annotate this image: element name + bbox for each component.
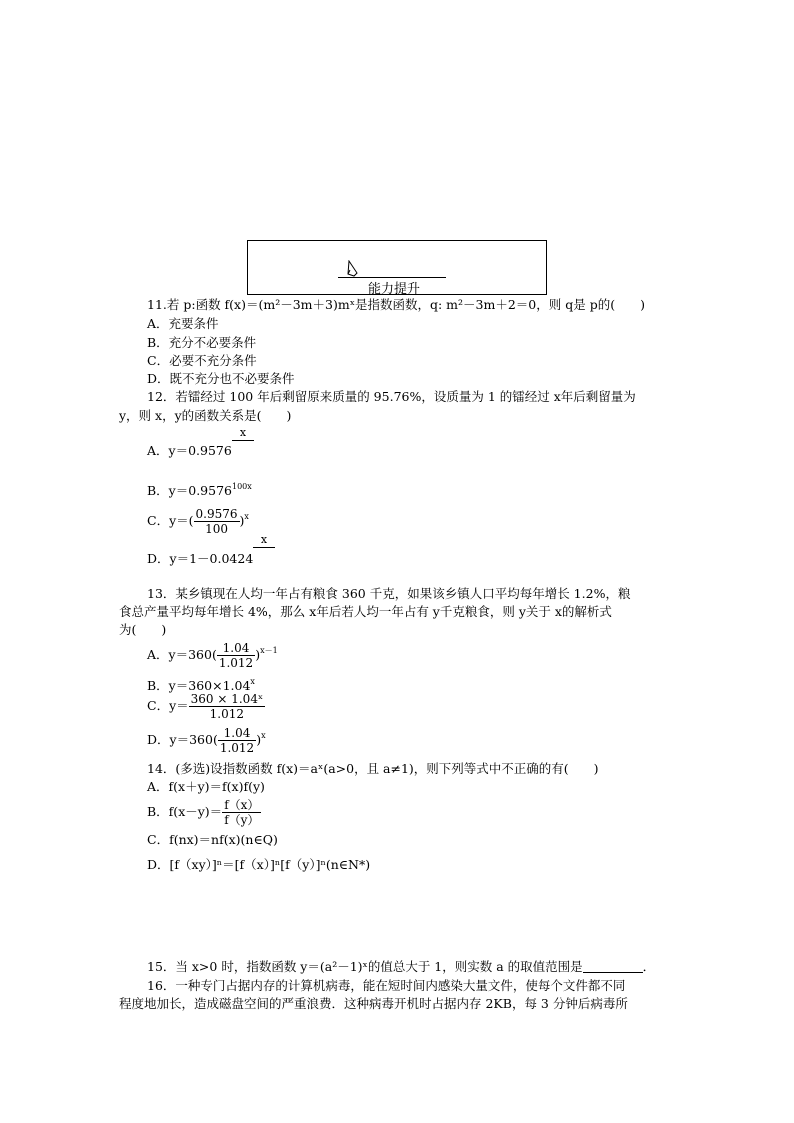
q12-stem-line2: y，则 x，y的函数关系是( ) [119, 408, 292, 423]
q12-stem-line1: 12．若镭经过 100 年后剩留原来质量的 95.76%，设质量为 1 的镭经过 x年后剩留量为 [147, 389, 636, 404]
q12-option-c-prefix: C．y＝( [147, 513, 194, 528]
q13-option-c-denominator: 1.012 [209, 707, 245, 721]
q12-option-b [147, 479, 252, 498]
q13-option-a [147, 641, 278, 670]
q13-option-d-denominator: 1.012 [219, 741, 255, 755]
q15-end: ． [642, 959, 656, 974]
q14-option-b-denominator: f（y） [224, 813, 260, 827]
q12-option-d [147, 551, 253, 566]
pencil-icon [346, 260, 360, 278]
q14-option-b-numerator: f（x） [222, 798, 261, 813]
q12-option-a-base: A．y＝0.9576 [147, 443, 232, 458]
q11-option-c: C．必要不充分条件 [147, 353, 257, 368]
q13-option-b [147, 674, 255, 693]
q11-option-d: D．既不充分也不必要条件 [147, 371, 295, 386]
q14-option-b [147, 798, 261, 827]
q13-option-a-suffix: ) [255, 647, 261, 662]
q13-stem-line3: 为( ) [119, 622, 167, 637]
q12-option-d-exp-num: x [260, 533, 268, 546]
q15-answer-blank [583, 960, 643, 973]
q12-option-c-numerator: 0.9576 [195, 507, 238, 521]
q14-option-d: D．[f（xy）]ⁿ＝[f（x）]ⁿ[f（y）]ⁿ(n∈N*) [147, 857, 371, 872]
q12-option-a-exp-num: x [239, 426, 247, 439]
q13-option-d [147, 726, 266, 755]
q13-option-c [147, 692, 265, 721]
q13-option-c-numerator: 360 × 1.04ˣ [190, 692, 264, 706]
q13-option-a-exp: x－1 [260, 646, 278, 655]
q13-option-c-fraction [189, 692, 265, 721]
q12-option-d-frac-bar [253, 547, 275, 548]
q12-option-d-base: D．y＝1－0.0424 [147, 551, 254, 566]
q12-option-b-base: B．y＝0.9576 [147, 483, 232, 498]
q12-option-a-frac-bar [232, 440, 254, 441]
q15-text: 15．当 x>0 时，指数函数 y＝(a²－1)ˣ的值总大于 1，则实数 a 的取值范围是 [147, 959, 583, 974]
q13-option-a-fraction [217, 641, 255, 670]
q14-option-c: C．f(nx)＝nf(x)(n∈Q) [147, 832, 278, 847]
q11-stem: 11.若 p:函数 f(x)＝(m²－3m＋3)mˣ是指数函数，q: m²－3m＋2＝0，则 q是 p的( ) [147, 297, 645, 312]
q14-option-b-fraction [222, 798, 261, 827]
q13-stem-line2: 食总产量平均每年增长 4%，那么 x年后若人均一年占有 y千克粮食，则 y关于 x的解析式 [119, 604, 612, 619]
q13-stem-line1: 13．某乡镇现在人均一年占有粮食 360 千克，如果该乡镇人口平均每年增长 1.2%，粮 [147, 586, 631, 601]
q14-option-a: A．f(x＋y)＝f(x)f(y) [147, 779, 265, 794]
q12-option-c-exp: x [244, 512, 249, 521]
q14-option-b-prefix: B．f(x－y)＝ [147, 804, 223, 819]
q12-option-a [147, 443, 232, 458]
q13-option-d-numerator: 1.04 [218, 726, 256, 741]
q12-option-c-denominator: 100 [205, 522, 228, 536]
q12-option-c-suffix: ) [239, 513, 245, 528]
q13-option-d-suffix: ) [256, 732, 262, 747]
q13-option-d-exp: x [261, 731, 266, 740]
q12-option-c [147, 507, 249, 536]
q15-line [147, 959, 655, 974]
q11-option-b: B．充分不必要条件 [147, 335, 257, 350]
q13-option-b-exp: x [250, 677, 255, 686]
q14-stem: 14．(多选)设指数函数 f(x)＝aˣ(a>0，且 a≠1)，则下列等式中不正确的有( ) [147, 761, 599, 776]
q13-option-a-prefix: A．y＝360( [147, 647, 217, 662]
q13-option-a-denominator: 1.012 [218, 656, 254, 670]
q13-option-d-fraction [218, 726, 256, 755]
q12-option-c-fraction [194, 507, 240, 536]
q13-option-b-base: B．y＝360×1.04 [147, 678, 251, 693]
q16-line2: 程度地加长，造成磁盘空间的严重浪费．这种病毒开机时占据内存 2KB，每 3 分钟后病毒所 [119, 996, 628, 1011]
q13-option-c-prefix: C．y＝ [147, 698, 189, 713]
q16-line1: 16．一种专门占据内存的计算机病毒，能在短时间内感染大量文件，使每个文件都不同 [147, 978, 626, 993]
q12-option-b-exp: 100x [232, 482, 252, 491]
q11-option-a: A．充要条件 [147, 316, 219, 331]
banner-title: 能力提升 [368, 282, 421, 297]
q13-option-a-numerator: 1.04 [217, 641, 255, 656]
q13-option-d-prefix: D．y＝360( [147, 732, 218, 747]
